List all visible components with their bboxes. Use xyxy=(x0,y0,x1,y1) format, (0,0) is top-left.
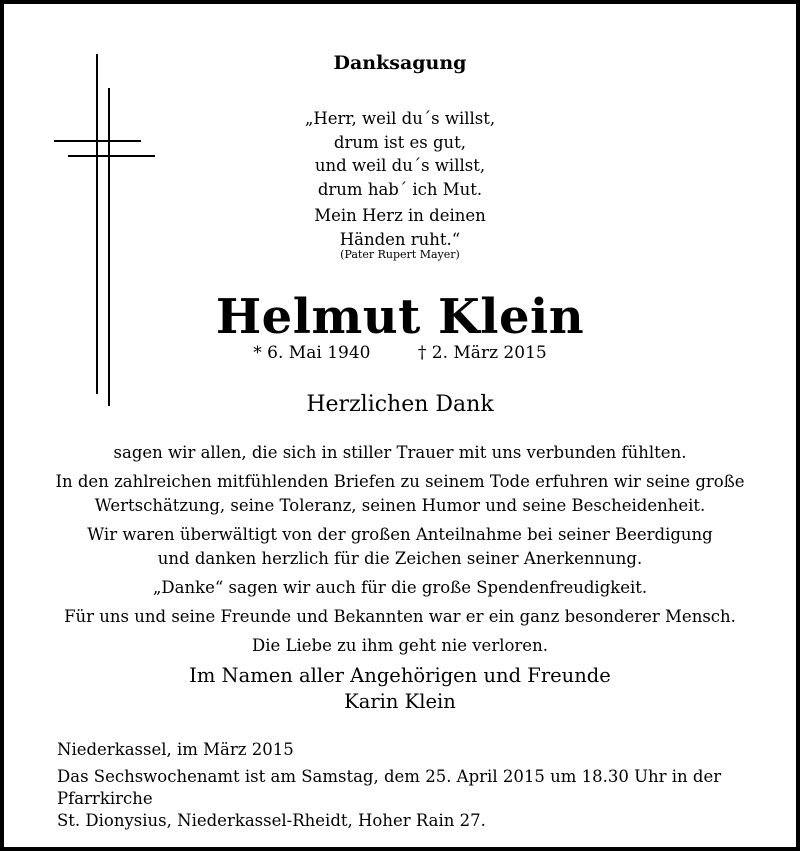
deceased-name: Helmut Klein xyxy=(215,289,585,345)
quote-line: und weil du´s willst, xyxy=(314,156,486,175)
signature-line: Im Namen aller Angehörigen und Freunde xyxy=(189,664,611,687)
quote xyxy=(4,107,796,201)
body-paragraph: sagen wir allen, die sich in stiller Trauer mit uns verbunden fühlten. xyxy=(113,443,687,462)
quote-line: Händen ruht.“ xyxy=(339,229,461,249)
service-notice-line: St. Dionysius, Niederkassel-Rheidt, Hoher Rain 27. xyxy=(57,811,486,830)
life-dates xyxy=(4,343,796,363)
body-paragraph: Für uns und seine Freunde und Bekannten war er ein ganz besonderer Mensch. xyxy=(64,607,736,626)
thanks-body xyxy=(4,441,796,663)
service-notice xyxy=(57,766,776,832)
heading: Danksagung xyxy=(333,52,467,74)
body-paragraph: In den zahlreichen mitfühlenden Briefen zu seinem Tode erfuhren wir seine große xyxy=(55,472,745,491)
place-date: Niederkassel, im März 2015 xyxy=(57,740,294,759)
quote-continued xyxy=(4,204,796,251)
quote-line: drum hab´ ich Mut. xyxy=(317,179,483,199)
body-paragraph: und danken herzlich für die Zeichen seiner Anerkennung. xyxy=(157,549,643,568)
body-paragraph: Die Liebe zu ihm geht nie verloren. xyxy=(252,636,548,655)
signature-name: Karin Klein xyxy=(344,690,456,713)
quote-line: drum ist es gut, xyxy=(333,132,467,152)
body-paragraph: Wir waren überwältigt von der großen Anteilnahme bei seiner Beerdigung xyxy=(87,525,713,544)
service-notice-line: Das Sechswochenamt ist am Samstag, dem 25. April 2015 um 18.30 Uhr in der Pfarrkirche xyxy=(57,767,722,808)
quote-line: „Herr, weil du´s willst, xyxy=(304,109,496,128)
death-date: † 2. März 2015 xyxy=(417,343,547,363)
birth-date: * 6. Mai 1940 xyxy=(253,343,371,363)
thanks-title: Herzlichen Dank xyxy=(306,392,494,417)
quote-source: (Pater Rupert Mayer) xyxy=(340,248,460,261)
body-paragraph: „Danke“ sagen wir auch für die große Spendenfreudigkeit. xyxy=(152,578,648,597)
body-paragraph: Wertschätzung, seine Toleranz, seinen Humor und seine Bescheidenheit. xyxy=(94,496,706,515)
signature xyxy=(4,663,796,715)
quote-line: Mein Herz in deinen xyxy=(314,206,486,225)
